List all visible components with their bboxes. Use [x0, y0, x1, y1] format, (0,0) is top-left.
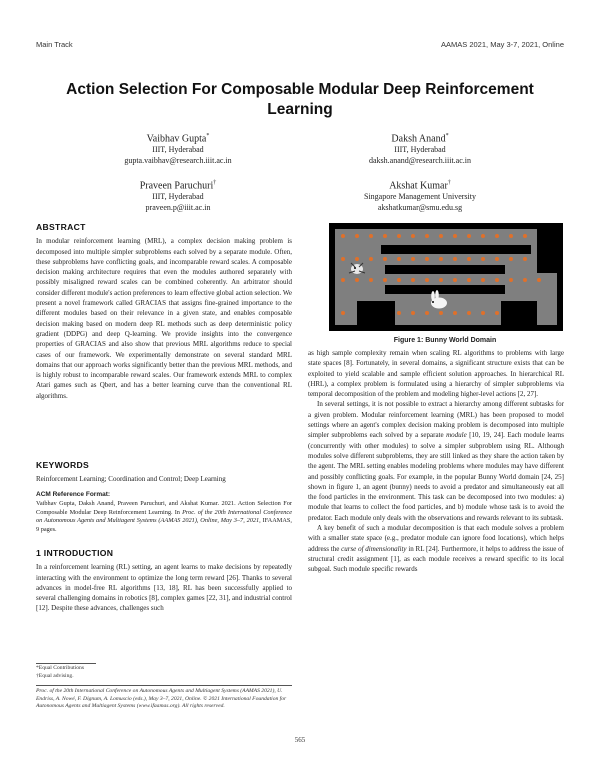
food-particle	[467, 234, 471, 238]
author-email: akshatkumar@smu.edu.sg	[377, 202, 463, 212]
emphasis: curse of dimensionality	[341, 544, 407, 553]
food-particle	[439, 311, 443, 315]
text-run: A key benefit of such a modular decomposition is that each module solves a problem with a smaller state space (e.g., predator module can ignore food locations), which helps address the	[308, 524, 564, 553]
author-mark: *	[206, 133, 210, 139]
food-particle	[495, 234, 499, 238]
page-number: 565	[294, 736, 306, 744]
food-particle	[397, 311, 401, 315]
acm-heading: ACM Reference Format:	[36, 491, 111, 498]
food-particle	[439, 234, 443, 238]
food-particle	[467, 257, 471, 261]
food-particle	[411, 278, 415, 282]
paper-title: Action Selection For Composable Modular Deep Reinforcement Learning	[66, 81, 534, 118]
acm-authors: Vaibhav Gupta, Daksh Anand, Praveen Paruchuri, and Akshat Kumar. 2021. Action Selection For Composable Modular Deep Reinforcement Learning. In	[36, 500, 292, 516]
author-email: praveen.p@iiit.ac.in	[145, 202, 211, 212]
food-particle	[341, 278, 345, 282]
footnotes	[36, 665, 292, 680]
author-name: Daksh Anand	[391, 133, 446, 145]
food-particle	[397, 257, 401, 261]
food-particle	[369, 278, 373, 282]
author-block-4	[320, 177, 520, 213]
food-particle	[523, 234, 527, 238]
author-name: Vaibhav Gupta	[146, 133, 207, 145]
keywords-text: Reinforcement Learning; Coordination and Control; Deep Learning	[36, 475, 226, 484]
footnote-rule	[36, 663, 96, 664]
food-particle	[509, 257, 513, 261]
author-email: gupta.vaibhav@research.iiit.ac.in	[124, 155, 232, 165]
author-mark: *	[445, 133, 449, 139]
food-particle	[425, 257, 429, 261]
food-particle	[439, 257, 443, 261]
emphasis: module	[446, 431, 467, 440]
food-particle	[383, 234, 387, 238]
author-mark: †	[213, 180, 217, 186]
right-paragraph-3	[308, 523, 564, 574]
wall	[357, 301, 395, 325]
right-paragraph-2	[308, 399, 564, 523]
figure-caption: Figure 1: Bunny World Domain	[393, 337, 497, 344]
food-particle	[453, 278, 457, 282]
food-particle	[481, 257, 485, 261]
introduction-paragraph: In a reinforcement learning (RL) setting, an agent learns to make decisions by repeatedly interacting with the environment to optimize the long term reward [26]. Thanks to several advances in model-free RL algorithms [13, 18], RL has been successfully applied to several challenging domains in robotics [8], complex games [22, 31], and industrial control [12]. Despite these advances, challenges such	[36, 563, 292, 613]
food-particle	[369, 234, 373, 238]
copyright-rule	[36, 685, 292, 686]
food-particle	[439, 278, 443, 282]
running-header-right: AAMAS 2021, May 3-7, 2021, Online	[441, 40, 564, 49]
food-particle	[495, 257, 499, 261]
food-particle	[425, 311, 429, 315]
food-particle	[425, 278, 429, 282]
food-particle	[355, 278, 359, 282]
text-run: in RL [24]. Furthermore, it helps to address the issue of structural credit assignment [1], as each module receives a reward specific to its local subgoal. Such module specific rewards	[308, 544, 564, 574]
running-header-left: Main Track	[36, 40, 73, 49]
footnote-2: †Equal advising.	[36, 672, 74, 679]
author-block-1	[78, 130, 278, 166]
copyright-text: Proc. of the 20th International Conference on Autonomous Agents and Multiagent Systems (AAMAS 2021), U. Endriss, A. Nowé, F. Dignum, A. Lomuscio (eds.), May 3–7, 2021, Online. © 2021 International Foundation for Autonomous Agents and Multiagent Systems (www.ifaamas.org). All rights reserved.	[36, 688, 287, 710]
food-particle	[495, 311, 499, 315]
acm-reference	[36, 491, 292, 534]
author-block-2	[320, 130, 520, 166]
food-particle	[467, 311, 471, 315]
bunny-world-figure	[329, 223, 563, 331]
text-run: In several settings, it is not possible to extract a hierarchy among different subtasks for a given problem. Modular reinforcement learning (MRL) has been proposed to model settings where an agent's complex decision making problem is decomposed into multiple simpler subproblems each solved by a separate	[308, 400, 564, 440]
author-mark: †	[447, 180, 451, 186]
food-particle	[397, 234, 401, 238]
keywords-section	[36, 460, 292, 485]
food-particle	[481, 278, 485, 282]
food-particle	[341, 234, 345, 238]
food-particle	[411, 234, 415, 238]
food-particle	[523, 257, 527, 261]
author-affiliation: IIIT, Hyderabad	[394, 145, 446, 155]
author-affiliation: IIIT, Hyderabad	[152, 192, 204, 202]
acm-tail: , IFAAMAS, 9 pages.	[36, 517, 292, 533]
copyright-block	[36, 688, 292, 711]
author-name: Praveen Paruchuri	[139, 180, 214, 192]
wall	[385, 285, 505, 294]
text-run: [10, 19, 24]. Each module learns (concurrently with other modules) to solve a simpler subproblem using RL. Although modules solve different subproblems, they are still linked as they share the action taken by the agent. The MRL setting enables modeling problems where modules may have different and possibly conflicting goals. For example, in the popular Bunny World domain [24, 25] shown in figure 1, an agent (bunny) needs to avoid a predator and simultaneously eat all the food particles in the environment. This task can be decomposed into two modules: a) module that learns to collect the food particles, and b) module whose task is to avoid the predator. Each module only deals with the observations and rewards relevant to its subtask.	[308, 431, 564, 522]
food-particle	[383, 278, 387, 282]
wall	[501, 301, 537, 325]
food-particle	[467, 278, 471, 282]
wall	[537, 229, 557, 273]
food-particle	[383, 257, 387, 261]
abstract-text: In modular reinforcement learning (MRL), a complex decision making problem is decomposed into multiple simpler subproblems each solved by a separate module. Often, these subproblems have conflicting goals, and incomparable reward scales. A composable decision making architecture requires that even the modules authored separately with possibly misaligned reward scales can be combined coherently. An arbitrator should consider different module's action preferences to learn effective global action selection. We present a novel framework called GRACIAS that assigns fine-grained importance to the different modules based on their relevance in a given state, and enables composable decision making based on modern deep RL methods such as deep deterministic policy gradient (DDPG) and deep Q-learning. We provide insights into the convergence properties of GRACIAS and also show that previous MRL algorithms reduce to special cases of our framework. We experimentally demonstrate on several standard MRL domains that our approach works significantly better than the previous MRL methods, and is highly robust to incomparable reward scales. Our framework extends MRL to complex Atari games such as Qbert, and has a better learning curve than the conventional RL algorithms.	[36, 237, 292, 400]
left-column	[36, 222, 292, 401]
footnote-1: *Equal Contributions	[36, 665, 85, 671]
food-particle	[537, 278, 541, 282]
food-particle	[509, 278, 513, 282]
abstract-heading: ABSTRACT	[36, 222, 86, 232]
acm-proceedings: Proc. of the 20th International Conference on Autonomous Agents and Multiagent Systems (AAMAS 2021), Online, May 3–7, 2021	[36, 508, 292, 525]
right-paragraph-1: as high sample complexity remain when scaling RL algorithms to problems with large state spaces [8]. Fortunately, in several domains, a significant structure exists that can be exploited to yield scalable and sample efficient solution approaches. In hierarchical RL (HRL), a complex problem is formulated using a hierarchy of simpler subproblems via temporal decomposition of the problem and modeling higher-level actions [2, 27].	[308, 349, 564, 399]
wall	[385, 265, 505, 274]
food-particle	[453, 234, 457, 238]
wall	[381, 245, 531, 254]
food-particle	[411, 311, 415, 315]
food-particle	[425, 234, 429, 238]
author-block-3	[78, 177, 278, 213]
introduction-heading: 1 INTRODUCTION	[36, 548, 114, 558]
introduction-section	[36, 548, 292, 614]
food-particle	[341, 257, 345, 261]
food-particle	[481, 234, 485, 238]
author-email: daksh.anand@research.iiit.ac.in	[369, 155, 471, 165]
food-particle	[453, 311, 457, 315]
food-particle	[453, 257, 457, 261]
food-particle	[509, 234, 513, 238]
author-affiliation: Singapore Management University	[364, 192, 476, 202]
food-particle	[411, 257, 415, 261]
food-particle	[355, 257, 359, 261]
right-column	[308, 348, 564, 575]
author-name: Akshat Kumar	[389, 180, 448, 192]
food-particle	[523, 278, 527, 282]
food-particle	[495, 278, 499, 282]
food-particle	[397, 278, 401, 282]
food-particle	[341, 311, 345, 315]
food-particle	[481, 311, 485, 315]
food-particle	[355, 234, 359, 238]
keywords-heading: KEYWORDS	[36, 460, 90, 470]
author-affiliation: IIIT, Hyderabad	[152, 145, 204, 155]
food-particle	[369, 257, 373, 261]
